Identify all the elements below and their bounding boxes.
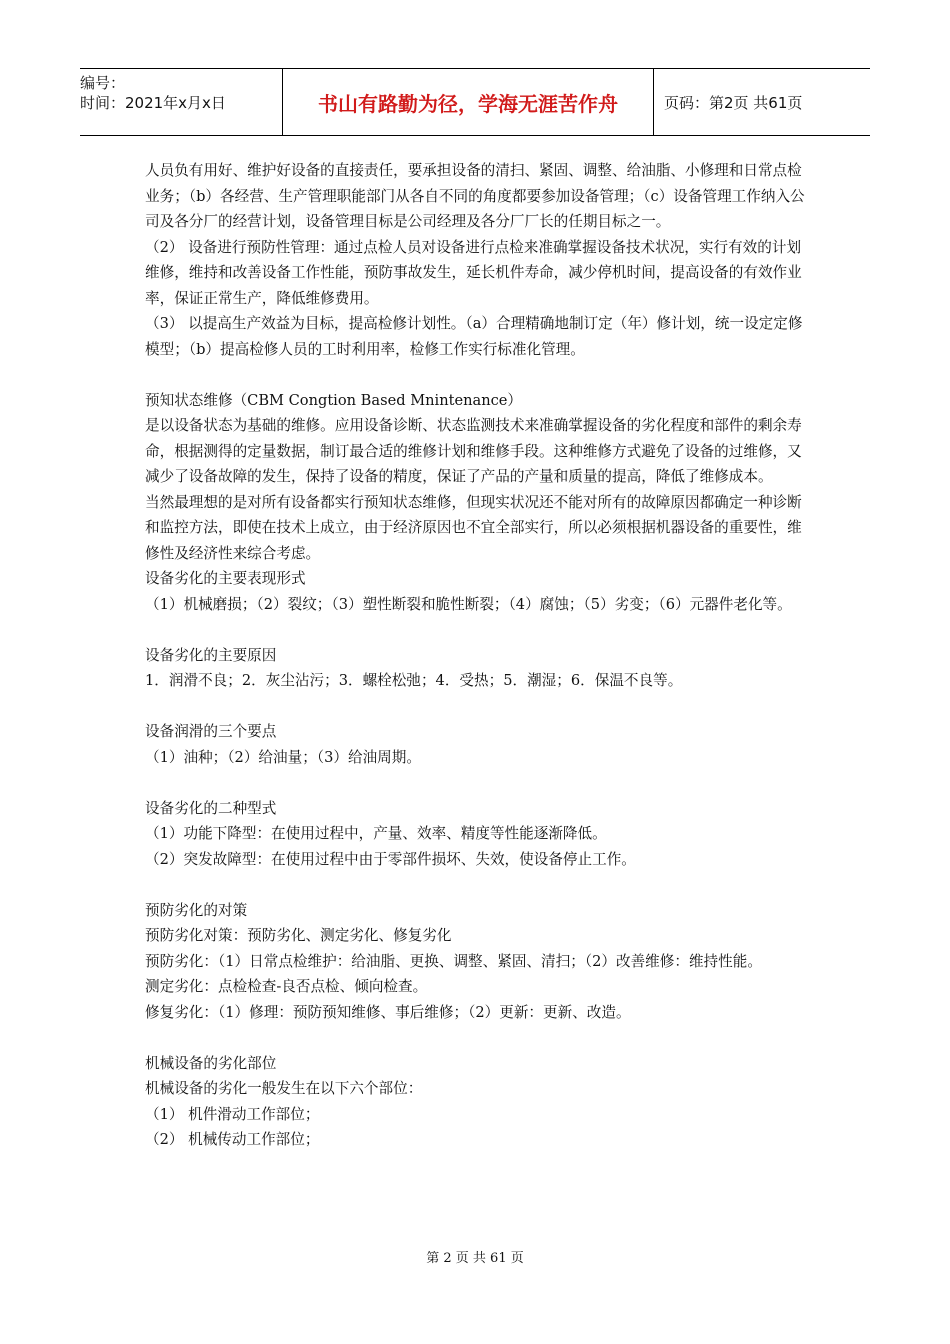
paragraph: （2）突发故障型：在使用过程中由于零部件损坏、失效，使设备停止工作。 — [145, 850, 636, 868]
header-info — [80, 69, 282, 135]
paragraph: 1．润滑不良；2．灰尘沾污；3．螺栓松弛；4．受热；5．潮湿；6．保温不良等。 — [145, 672, 683, 689]
paragraph: 预防劣化：（1）日常点检维护：给油脂、更换、调整、紧固、清扫；（2）改善维修：维持性能。 — [145, 952, 762, 970]
page-footer: 第 2 页 共 61 页 — [426, 1251, 524, 1266]
paragraph: （2） 机械传动工作部位； — [145, 1131, 320, 1148]
page-header — [80, 68, 870, 136]
paragraph: （1）机械磨损；（2）裂纹；（3）塑性断裂和脆性断裂；（4）腐蚀；（5）劣变；（6）元器件老化等。 — [145, 595, 792, 613]
paragraph-spacer — [145, 694, 815, 720]
paragraph: 测定劣化：点检检查-良否点检、倾向检查。 — [145, 978, 428, 995]
document-number-label: 编号： — [80, 74, 126, 92]
paragraph: （1）油种；（2）给油量；（3）给油周期。 — [145, 748, 421, 766]
paragraph-spacer — [145, 362, 815, 388]
paragraph: 设备劣化的二种型式 — [145, 799, 277, 817]
document-body — [145, 158, 815, 1153]
paragraph: 修复劣化：（1）修理：预防预知维修、事后维修；（2）更新：更新、改造。 — [145, 1003, 631, 1021]
paragraph: 预知状态维修（CBM Congtion Based Mnintenance） — [145, 391, 523, 409]
paragraph: 机械设备的劣化一般发生在以下六个部位： — [145, 1080, 423, 1097]
paragraph: 预防劣化的对策 — [145, 901, 248, 919]
paragraph: 当然最理想的是对所有设备都实行预知状态维修，但现实状况还不能对所有的故障原因都确定一种诊断和监控方法，即使在技术上成立，由于经济原因也不宜全部实行，所以必须根据机器设备的重要性，维修性及经济性来综合考虑。 — [145, 493, 802, 562]
paragraph: （3） 以提高生产效益为目标，提高检修计划性。（a）合理精确地制订定（年）修计划，统一设定定修模型；（b）提高检修人员的工时利用率，检修工作实行标准化管理。 — [145, 315, 803, 358]
paragraph-spacer — [145, 872, 815, 898]
paragraph: 设备劣化的主要原因 — [145, 646, 277, 664]
paragraph-spacer — [145, 770, 815, 796]
paragraph-spacer — [145, 1025, 815, 1051]
header-page-label: 页码：第2页 共61页 — [664, 93, 803, 112]
document-time-label: 时间：2021年x月x日 — [80, 94, 226, 112]
paragraph: 机械设备的劣化部位 — [145, 1054, 277, 1072]
paragraph: 预防劣化对策：预防劣化、测定劣化、修复劣化 — [145, 927, 452, 944]
header-motto: 书山有路勤为径，学海无涯苦作舟 — [282, 69, 654, 135]
paragraph: 是以设备状态为基础的维修。应用设备诊断、状态监测技术来准确掌握设备的劣化程度和部件的剩余寿命，根据测得的定量数据，制订最合适的维修计划和维修手段。这种维修方式避免了设备的过维修，又减少了设备故障的发生，保持了设备的精度，保证了产品的产量和质量的提高，降低了维修成本。 — [145, 417, 802, 485]
paragraph: 人员负有用好、维护好设备的直接责任，要承担设备的清扫、紧固、调整、给油脂、小修理和日常点检业务；（b）各经营、生产管理职能部门从各自不同的角度都要参加设备管理；（c）设备管理工作纳入公司及各分厂的经营计划，设备管理目标是公司经理及各分厂厂长的任期目标之一。 — [145, 162, 805, 230]
paragraph: （1）功能下降型：在使用过程中，产量、效率、精度等性能逐渐降低。 — [145, 825, 607, 842]
paragraph: 设备劣化的主要表现形式 — [145, 570, 306, 587]
paragraph: 设备润滑的三个要点 — [145, 723, 277, 740]
paragraph: （1） 机件滑动工作部位； — [145, 1105, 320, 1123]
paragraph: （2） 设备进行预防性管理：通过点检人员对设备进行点检来准确掌握设备技术状况，实行有效的计划维修，维持和改善设备工作性能，预防事故发生，延长机件寿命，减少停机时间，提高设备的有效作业率，保证正常生产，降低维修费用。 — [145, 238, 802, 307]
paragraph-spacer — [145, 617, 815, 643]
